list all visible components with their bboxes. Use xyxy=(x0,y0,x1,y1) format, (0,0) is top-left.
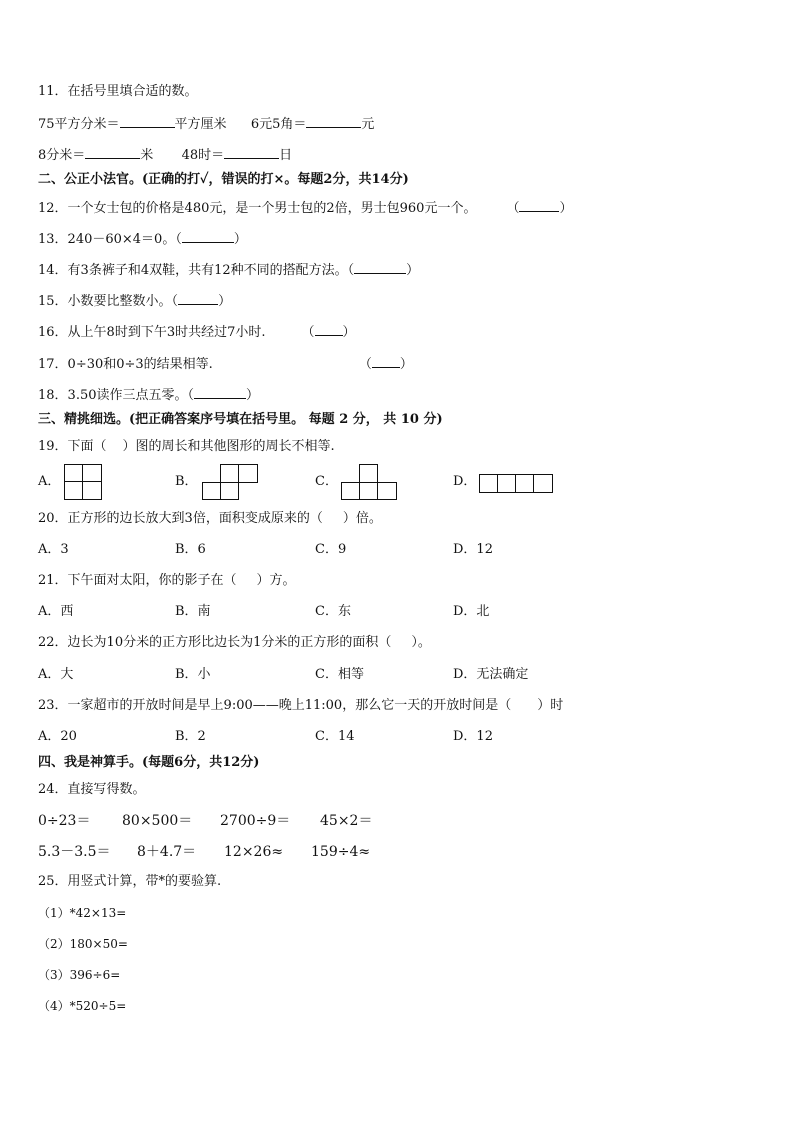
q24-calc-8: 159÷4≈ xyxy=(311,844,371,860)
q16: 16．从上午8时到下午3时共经过7小时. （ ） xyxy=(38,322,356,342)
q17-text: 17．0÷30和0÷3的结果相等. xyxy=(38,357,213,372)
figure-c-shape xyxy=(341,464,397,500)
answer-blank[interactable] xyxy=(224,145,279,159)
q19-option-c[interactable]: C． xyxy=(315,474,338,489)
q20-option-d[interactable]: D．12 xyxy=(453,542,493,557)
q11-a1: 75平方分米＝ xyxy=(38,117,120,132)
figure-b-shape xyxy=(202,464,258,500)
q24-calc-3: 2700÷9＝ xyxy=(220,813,291,829)
answer-blank[interactable] xyxy=(120,114,175,128)
q11-b1: 8分米＝ xyxy=(38,148,86,163)
q16-text: 16．从上午8时到下午3时共经过7小时. xyxy=(38,325,266,340)
q24-calc-1: 0÷23＝ xyxy=(38,813,91,829)
q22-option-d[interactable]: D．无法确定 xyxy=(453,667,529,682)
q12: 12．一个女士包的价格是480元，是一个男士包的2倍，男士包960元一个。 （ ） xyxy=(38,198,572,218)
answer-blank[interactable] xyxy=(194,385,246,399)
figure-d-strip xyxy=(479,474,553,493)
q24-calc-4: 45×2＝ xyxy=(320,813,373,829)
q13: 13．240－60×4＝0。（ ） xyxy=(38,229,247,249)
q12-text: 12．一个女士包的价格是480元，是一个男士包的2倍，男士包960元一个。 xyxy=(38,201,477,216)
q22-stem: 22．边长为10分米的正方形比边长为1分米的正方形的面积（ ）。 xyxy=(38,635,431,650)
section-2-heading: 二、公正小法官。(正确的打✓，错误的打×。每题2分，共14分) xyxy=(38,172,409,187)
q20-stem: 20．正方形的边长放大到3倍，面积变成原来的（ ）倍。 xyxy=(38,511,382,526)
q23-option-b[interactable]: B．2 xyxy=(175,729,206,744)
q25-item-1: （1）*42×13= xyxy=(38,906,127,920)
answer-blank[interactable] xyxy=(178,291,218,305)
q18-text: 18．3.50读作三点五零。 xyxy=(38,388,188,403)
q22-option-a[interactable]: A．大 xyxy=(38,667,74,682)
q20-option-c[interactable]: C．9 xyxy=(315,542,347,557)
q19-option-d[interactable]: D． xyxy=(453,474,477,489)
answer-blank[interactable] xyxy=(519,198,559,212)
q24-calc-7: 12×26≈ xyxy=(224,844,284,860)
q18: 18．3.50读作三点五零。（ ） xyxy=(38,385,259,405)
q21-option-a[interactable]: A．西 xyxy=(38,604,74,619)
answer-blank[interactable] xyxy=(306,114,361,128)
q20-option-b[interactable]: B．6 xyxy=(175,542,206,557)
q17: 17．0÷30和0÷3的结果相等. （ ） xyxy=(38,354,413,374)
q23-option-d[interactable]: D．12 xyxy=(453,729,493,744)
q11-a1-unit: 平方厘米 xyxy=(174,117,227,132)
q13-text: 13．240－60×4＝0。 xyxy=(38,232,176,247)
q20-option-a[interactable]: A．3 xyxy=(38,542,69,557)
q21-option-d[interactable]: D．北 xyxy=(453,604,490,619)
q11-a2: 6元5角＝ xyxy=(250,117,307,132)
answer-blank[interactable] xyxy=(315,322,343,336)
q14: 14．有3条裤子和4双鞋，共有12种不同的搭配方法。（ ） xyxy=(38,260,419,280)
answer-blank[interactable] xyxy=(85,145,140,159)
q25-item-3: （3）396÷6= xyxy=(38,968,121,982)
q25-item-4: （4）*520÷5= xyxy=(38,999,127,1013)
q24-prompt: 24．直接写得数。 xyxy=(38,782,146,797)
q14-text: 14．有3条裤子和4双鞋，共有12种不同的搭配方法。 xyxy=(38,263,348,278)
q24-calc-5: 5.3－3.5＝ xyxy=(38,844,111,860)
q11-b2-unit: 日 xyxy=(279,148,293,163)
q19-stem: 19．下面（ ）图的周长和其他图形的周长不相等. xyxy=(38,439,335,454)
q21-option-c[interactable]: C．东 xyxy=(315,604,351,619)
q19-option-a[interactable]: A． xyxy=(38,474,61,489)
q21-option-b[interactable]: B．南 xyxy=(175,604,211,619)
q11-prompt: 11．在括号里填合适的数。 xyxy=(38,84,198,99)
answer-blank[interactable] xyxy=(182,229,234,243)
q23-option-c[interactable]: C．14 xyxy=(315,729,355,744)
q22-option-c[interactable]: C．相等 xyxy=(315,667,364,682)
q24-calc-2: 80×500＝ xyxy=(122,813,193,829)
figure-a-square-grid xyxy=(64,464,102,500)
answer-blank[interactable] xyxy=(372,354,400,368)
q22-option-b[interactable]: B．小 xyxy=(175,667,211,682)
q24-calc-6: 8＋4.7＝ xyxy=(137,844,197,860)
section-4-heading: 四、我是神算手。(每题6分，共12分) xyxy=(38,755,260,770)
q11-a2-unit: 元 xyxy=(361,117,375,132)
q15: 15．小数要比整数小。（ ） xyxy=(38,291,231,311)
q15-text: 15．小数要比整数小。 xyxy=(38,294,172,309)
q25-item-2: （2）180×50= xyxy=(38,937,128,951)
q25-prompt: 25．用竖式计算，带*的要验算. xyxy=(38,874,222,889)
q23-stem: 23．一家超市的开放时间是早上9:00——晚上11:00，那么它一天的开放时间是（ ）时 xyxy=(38,698,564,713)
q11-b2: 48时＝ xyxy=(181,148,225,163)
answer-blank[interactable] xyxy=(354,260,406,274)
section-3-heading: 三、精挑细选。(把正确答案序号填在括号里。 每题 2 分， 共 10 分) xyxy=(38,412,443,427)
q11-row1 xyxy=(38,114,374,134)
q11-row2 xyxy=(38,145,292,165)
q23-option-a[interactable]: A．20 xyxy=(38,729,77,744)
q21-stem: 21．下午面对太阳，你的影子在（ ）方。 xyxy=(38,573,296,588)
q11-b1-unit: 米 xyxy=(140,148,154,163)
q19-option-b[interactable]: B． xyxy=(175,474,198,489)
